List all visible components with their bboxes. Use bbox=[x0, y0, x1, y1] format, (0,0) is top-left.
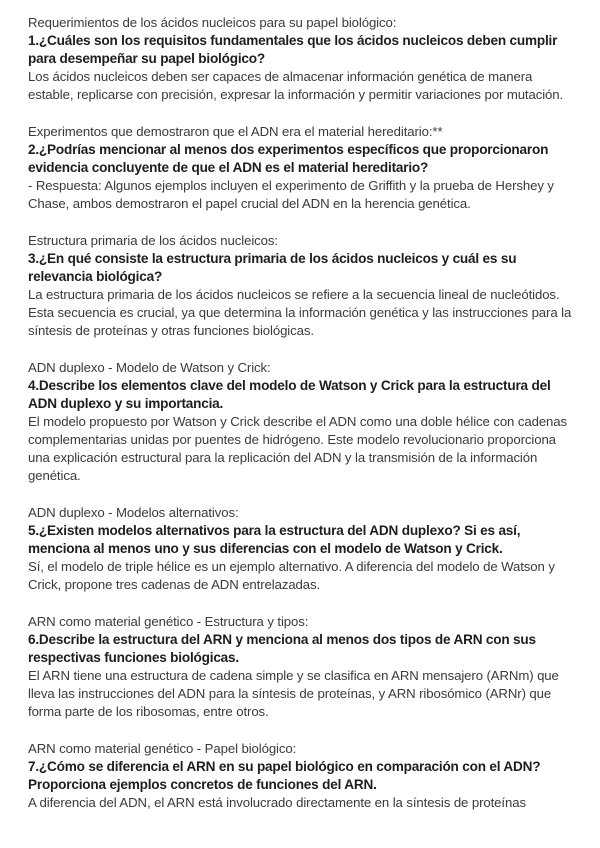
topic-heading: Requerimientos de los ácidos nucleicos para su papel biológico: bbox=[28, 15, 397, 30]
section-nucleic-acid-requirements bbox=[28, 14, 572, 104]
topic-heading: ARN como material genético - Papel biológico: bbox=[28, 741, 297, 756]
section-dna-hereditary-experiments bbox=[28, 123, 572, 213]
section-watson-crick-model bbox=[28, 359, 572, 485]
answer-text: La estructura primaria de los ácidos nucleicos se refiere a la secuencia lineal de nucleótidos. Esta secuencia es crucial, ya que determina la información genética y las instrucciones para la síntesis de proteínas y otras funciones biológicas. bbox=[28, 287, 572, 338]
topic-heading: ARN como material genético - Estructura y tipos: bbox=[28, 614, 309, 629]
section-alternative-models bbox=[28, 504, 572, 594]
question-text: 3.¿En qué consiste la estructura primaria de los ácidos nucleicos y cuál es su relevancia biológica? bbox=[28, 251, 517, 284]
question-text: 5.¿Existen modelos alternativos para la estructura del ADN duplexo? Si es así, menciona al menos uno y sus diferencias con el modelo de Watson y Crick. bbox=[28, 523, 521, 556]
topic-heading: ADN duplexo - Modelos alternativos: bbox=[28, 505, 239, 520]
answer-text: Sí, el modelo de triple hélice es un ejemplo alternativo. A diferencia del modelo de Watson y Crick, propone tres cadenas de ADN entrelazadas. bbox=[28, 559, 555, 592]
question-text: 2.¿Podrías mencionar al menos dos experimentos específicos que proporcionaron evidencia concluyente de que el ADN es el material hereditario? bbox=[28, 142, 549, 175]
question-text: 7.¿Cómo se diferencia el ARN en su papel biológico en comparación con el ADN? Proporciona ejemplos concretos de funciones del ARN. bbox=[28, 759, 541, 792]
question-text: 4.Describe los elementos clave del modelo de Watson y Crick para la estructura del ADN duplexo y su importancia. bbox=[28, 378, 551, 411]
question-text: 1.¿Cuáles son los requisitos fundamentales que los ácidos nucleicos deben cumplir para desempeñar su papel biológico? bbox=[28, 33, 558, 66]
topic-heading: Experimentos que demostraron que el ADN era el material hereditario:** bbox=[28, 124, 443, 139]
answer-text: Los ácidos nucleicos deben ser capaces de almacenar información genética de manera estable, replicarse con precisión, expresar la información y permitir variaciones por mutación. bbox=[28, 69, 564, 102]
answer-text: El ARN tiene una estructura de cadena simple y se clasifica en ARN mensajero (ARNm) que lleva las instrucciones del ADN para la síntesis de proteínas, y ARN ribosómico (ARNr) que forma parte de los ribosomas, entre otros. bbox=[28, 668, 559, 719]
section-primary-structure bbox=[28, 232, 572, 340]
topic-heading: Estructura primaria de los ácidos nucleicos: bbox=[28, 233, 278, 248]
answer-text: A diferencia del ADN, el ARN está involucrado directamente en la síntesis de proteínas bbox=[28, 795, 526, 810]
answer-text: - Respuesta: Algunos ejemplos incluyen el experimento de Griffith y la prueba de Hershey y Chase, ambos demostraron el papel crucial del ADN en la herencia genética. bbox=[28, 178, 554, 211]
section-rna-structure-types bbox=[28, 613, 572, 721]
topic-heading: ADN duplexo - Modelo de Watson y Crick: bbox=[28, 360, 271, 375]
answer-text: El modelo propuesto por Watson y Crick describe el ADN como una doble hélice con cadenas complementarias unidas por puentes de hidrógeno. Este modelo revolucionario proporciona una explicación estructural para la replicación del ADN y la transmisión de la información genética. bbox=[28, 414, 568, 483]
question-text: 6.Describe la estructura del ARN y menciona al menos dos tipos de ARN con sus respectivas funciones biológicas. bbox=[28, 632, 536, 665]
section-rna-biological-role bbox=[28, 740, 572, 812]
